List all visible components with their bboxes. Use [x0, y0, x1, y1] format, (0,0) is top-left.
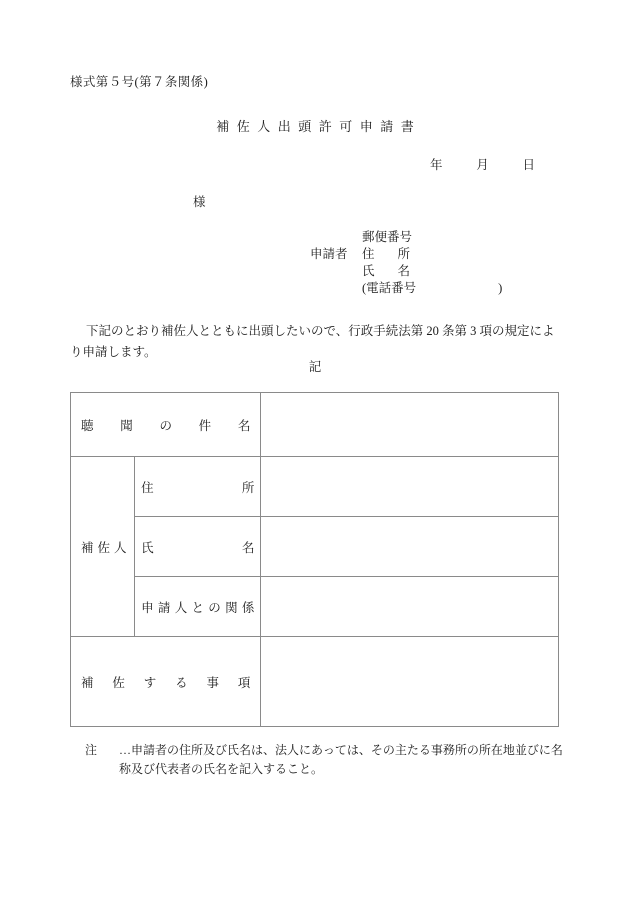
- assistant-name-label-cell: [135, 517, 261, 577]
- assistant-address-label-cell: [135, 457, 261, 517]
- applicant-name-row: [310, 263, 502, 280]
- address-label: 住: [362, 247, 375, 261]
- footnote-line-2: 称及び代表者の氏名を記入すること。: [119, 762, 324, 776]
- phone-label-open: (電話番号: [362, 281, 417, 295]
- assist-matters-value-cell[interactable]: [261, 637, 559, 727]
- date-month-label: 月: [476, 158, 490, 172]
- assistant-address-label: 住所: [141, 480, 255, 495]
- footnote-marker: 注: [85, 743, 98, 757]
- table-row-assist-matters: [71, 637, 559, 727]
- ki-marker: 記: [308, 360, 322, 374]
- assistant-group-label: 補佐人: [81, 540, 131, 555]
- applicant-phone-row: [310, 280, 502, 297]
- application-form-table: [70, 392, 559, 727]
- footnote-line-1: …申請者の住所及び氏名は、法人にあっては、その主たる事務所の所在地並びに名: [119, 743, 563, 757]
- assistant-relation-label: 申請人との関係: [141, 600, 255, 615]
- assistant-address-value-cell[interactable]: [261, 457, 559, 517]
- address-label-tail: 所: [397, 247, 411, 261]
- assistant-relation-value-cell[interactable]: [261, 577, 559, 637]
- assist-matters-label: 補佐する事項: [81, 675, 251, 690]
- assistant-relation-label-cell: [135, 577, 261, 637]
- date-day-label: 日: [522, 158, 536, 172]
- body-paragraph: 下記のとおり補佐人とともに出頭したいので、行政手続法第 20 条第 3 項の規定により申請します。: [70, 324, 555, 359]
- applicant-address-row: [310, 246, 502, 263]
- table-row-assistant-address: [71, 457, 559, 517]
- table-row-assistant-relation: [71, 577, 559, 637]
- form-code: 様式第５号(第７条関係): [70, 75, 209, 89]
- assistant-name-label: 氏名: [141, 540, 255, 555]
- addressee-honorific: 様: [193, 195, 206, 209]
- assistant-name-value-cell[interactable]: [261, 517, 559, 577]
- postal-code-label: 郵便番号: [362, 230, 413, 244]
- assist-matters-label-cell: [71, 637, 261, 727]
- subject-label-cell: [71, 393, 261, 457]
- table-row-assistant-name: [71, 517, 559, 577]
- page-title: 補佐人出頭許可申請書: [216, 119, 422, 134]
- table-row-subject: [71, 393, 559, 457]
- applicant-label: 申請者: [310, 247, 348, 261]
- applicant-postal-row: [310, 229, 502, 246]
- assistant-group-label-cell: [71, 457, 135, 637]
- name-label: 氏: [362, 264, 375, 278]
- date-year-label: 年: [430, 158, 444, 172]
- phone-label-close: ): [498, 281, 503, 295]
- footnote: [85, 741, 565, 779]
- subject-label: 聴聞の件名: [81, 418, 251, 433]
- applicant-block: [310, 229, 502, 297]
- date-line: [430, 155, 536, 173]
- name-label-tail: 名: [397, 264, 411, 278]
- subject-value-cell[interactable]: [261, 393, 559, 457]
